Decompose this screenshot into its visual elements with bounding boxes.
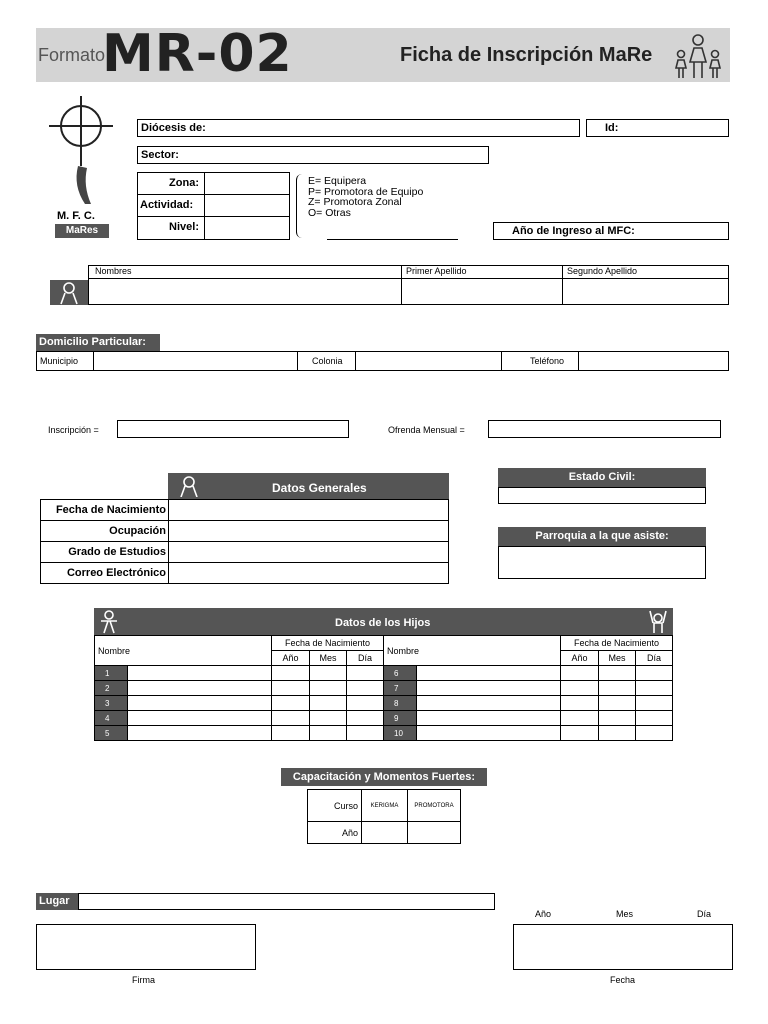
nivel-input[interactable]: [205, 217, 289, 239]
divider: [297, 351, 298, 371]
estado-civil-header: Estado Civil:: [498, 468, 706, 487]
hijo-nombre-input[interactable]: [128, 726, 272, 741]
anio-header: Año: [561, 651, 599, 666]
mes-header: Mes: [599, 651, 636, 666]
legend-list: [308, 176, 423, 218]
person-icon: [50, 280, 88, 305]
hijo-mes-input[interactable]: [599, 726, 636, 741]
hijo-nombre-input[interactable]: [128, 711, 272, 726]
hijo-nombre-input[interactable]: [128, 696, 272, 711]
parroquia-input[interactable]: [498, 546, 706, 579]
hijos-fecha-header: Fecha de Nacimiento: [272, 636, 384, 651]
diocesis-field[interactable]: [137, 119, 580, 137]
hijo-nombre-input[interactable]: [417, 681, 561, 696]
hijo-nombre-input[interactable]: [417, 666, 561, 681]
table-row: [95, 696, 673, 711]
primer-apellido-label: Primer Apellido: [406, 266, 467, 276]
hijo-anio-input[interactable]: [561, 681, 599, 696]
person-icon: [176, 475, 202, 497]
anio-label: Año: [308, 822, 362, 844]
capacitacion-header: Capacitación y Momentos Fuertes:: [281, 768, 487, 786]
hijo-mes-input[interactable]: [310, 711, 347, 726]
domicilio-title: Domicilio Particular:: [36, 334, 160, 351]
mes-header: Mes: [310, 651, 347, 666]
fecha-dia-label: Día: [697, 909, 712, 919]
hijo-mes-input[interactable]: [310, 681, 347, 696]
formato-label: Formato: [38, 45, 106, 65]
form-code: MR-02: [102, 24, 293, 84]
table-row: [95, 681, 673, 696]
mfc-logo: [45, 96, 117, 206]
telefono-input[interactable]: [579, 352, 728, 370]
sector-field[interactable]: [137, 146, 489, 164]
correo-label: Correo Electrónico: [41, 563, 169, 584]
sector-label: Sector:: [141, 149, 179, 161]
firma-label: Firma: [132, 975, 155, 985]
id-label: Id:: [605, 122, 619, 134]
hijo-mes-input[interactable]: [599, 696, 636, 711]
zona-input[interactable]: [205, 173, 289, 194]
hijo-anio-input[interactable]: [561, 666, 599, 681]
hijo-nombre-input[interactable]: [417, 726, 561, 741]
colonia-input[interactable]: [356, 352, 500, 370]
fecha-label: Fecha: [610, 975, 636, 985]
hijos-table: [94, 635, 673, 741]
divider: [501, 351, 502, 371]
hijos-fecha-header: Fecha de Nacimiento: [561, 636, 673, 651]
fecha-mes-label: Mes: [616, 909, 634, 919]
hijos-nombre-header: Nombre: [384, 636, 561, 666]
hijo-nombre-input[interactable]: [128, 666, 272, 681]
hijo-anio-input[interactable]: [272, 696, 310, 711]
datos-generales-title: Datos Generales: [272, 481, 367, 495]
colonia-label: Colonia: [312, 356, 343, 366]
anio-ingreso-field[interactable]: [493, 222, 729, 240]
logo-text-mfc: M. F. C.: [57, 210, 95, 222]
segundo-apellido-label: Segundo Apellido: [567, 266, 638, 276]
fecha-nacimiento-input[interactable]: [169, 500, 449, 521]
table-row: [95, 711, 673, 726]
hijo-mes-input[interactable]: [599, 666, 636, 681]
parroquia-header: Parroquia a la que asiste:: [498, 527, 706, 546]
hijo-anio-input[interactable]: [561, 696, 599, 711]
correo-input[interactable]: [169, 563, 449, 584]
fecha-box[interactable]: [513, 924, 733, 970]
kerigma-label: KERIGMA: [362, 790, 408, 822]
dia-header: Día: [636, 651, 673, 666]
legend-item: O= Otras: [308, 206, 351, 219]
hijo-mes-input[interactable]: [310, 726, 347, 741]
table-row: [95, 666, 673, 681]
row-number: 1: [95, 666, 128, 681]
segundo-apellido-input[interactable]: [563, 279, 728, 304]
hijo-dia-input[interactable]: [636, 666, 673, 681]
row-number: 2: [95, 681, 128, 696]
hijo-anio-input[interactable]: [272, 666, 310, 681]
telefono-label: Teléfono: [530, 356, 565, 366]
hijo-dia-input[interactable]: [347, 666, 384, 681]
hijo-dia-input[interactable]: [347, 696, 384, 711]
row-number: 6: [384, 666, 417, 681]
hijo-anio-input[interactable]: [561, 726, 599, 741]
table-row: [95, 726, 673, 741]
hijo-mes-input[interactable]: [599, 681, 636, 696]
nombres-label: Nombres: [95, 266, 132, 276]
hijos-title: Datos de los Hijos: [335, 617, 431, 629]
id-field[interactable]: [586, 119, 729, 137]
anio-ingreso-label: Año de Ingreso al MFC:: [512, 225, 635, 237]
municipio-input[interactable]: [94, 352, 296, 370]
hijo-dia-input[interactable]: [636, 696, 673, 711]
capacitacion-table: [307, 789, 461, 844]
hijo-anio-input[interactable]: [272, 681, 310, 696]
firma-box[interactable]: [36, 924, 256, 970]
municipio-label: Municipio: [40, 356, 79, 366]
legend-brace: [296, 174, 304, 238]
hijo-mes-input[interactable]: [310, 666, 347, 681]
hijo-nombre-input[interactable]: [128, 681, 272, 696]
form-title: Ficha de Inscripción MaRe: [400, 44, 653, 66]
promotora-label: PROMOTORA: [408, 790, 461, 822]
hijos-nombre-header: Nombre: [95, 636, 272, 666]
hijo-anio-input[interactable]: [272, 711, 310, 726]
hijo-anio-input[interactable]: [272, 726, 310, 741]
promotora-anio-input[interactable]: [408, 822, 461, 844]
hijo-dia-input[interactable]: [347, 681, 384, 696]
logo-text-mares: MaRes: [55, 224, 109, 238]
inscripcion-input[interactable]: [117, 420, 349, 438]
row-number: 10: [384, 726, 417, 741]
legend-item: P= Promotora de Equipo: [308, 185, 424, 198]
fecha-nacimiento-label: Fecha de Nacimiento: [41, 500, 169, 521]
datos-generales-header: [168, 473, 449, 499]
grado-estudios-label: Grado de Estudios: [41, 542, 169, 563]
primer-apellido-input[interactable]: [402, 279, 561, 304]
family-icon: [670, 30, 726, 82]
nombres-input[interactable]: [89, 279, 400, 304]
hijos-header: [94, 608, 673, 635]
child-icon: [646, 609, 670, 634]
hijo-mes-input[interactable]: [599, 711, 636, 726]
hijo-dia-input[interactable]: [636, 726, 673, 741]
hijo-anio-input[interactable]: [561, 711, 599, 726]
row-number: 7: [384, 681, 417, 696]
actividad-label: Actividad:: [140, 199, 194, 211]
hijo-dia-input[interactable]: [347, 711, 384, 726]
lugar-label: Lugar: [36, 893, 78, 910]
nivel-label: Nivel:: [169, 221, 199, 233]
row-number: 8: [384, 696, 417, 711]
hijo-mes-input[interactable]: [310, 696, 347, 711]
row-number: 5: [95, 726, 128, 741]
datos-generales-table: [40, 499, 449, 584]
hijo-nombre-input[interactable]: [417, 696, 561, 711]
row-number: 3: [95, 696, 128, 711]
ofrenda-input[interactable]: [488, 420, 721, 438]
kerigma-anio-input[interactable]: [362, 822, 408, 844]
row-number: 4: [95, 711, 128, 726]
curso-label: Curso: [308, 790, 362, 822]
ofrenda-label: Ofrenda Mensual =: [388, 425, 465, 435]
ocupacion-label: Ocupación: [41, 521, 169, 542]
anio-header: Año: [272, 651, 310, 666]
grado-estudios-input[interactable]: [169, 542, 449, 563]
inscripcion-label: Inscripción =: [48, 425, 99, 435]
estado-civil-input[interactable]: [498, 487, 706, 504]
dia-header: Día: [347, 651, 384, 666]
hijo-dia-input[interactable]: [636, 681, 673, 696]
legend-item: E= Equipera: [308, 175, 367, 187]
zona-label: Zona:: [169, 177, 199, 189]
hijo-dia-input[interactable]: [347, 726, 384, 741]
hijo-dia-input[interactable]: [636, 711, 673, 726]
actividad-input[interactable]: [205, 195, 289, 216]
hijo-nombre-input[interactable]: [417, 711, 561, 726]
ocupacion-input[interactable]: [169, 521, 449, 542]
legend-item: Z= Promotora Zonal: [308, 196, 402, 208]
fecha-anio-label: Año: [535, 909, 552, 919]
legend-underline: [327, 239, 458, 240]
lugar-input[interactable]: [78, 893, 495, 910]
child-icon: [97, 609, 121, 634]
row-number: 9: [384, 711, 417, 726]
diocesis-label: Diócesis de:: [141, 122, 206, 134]
